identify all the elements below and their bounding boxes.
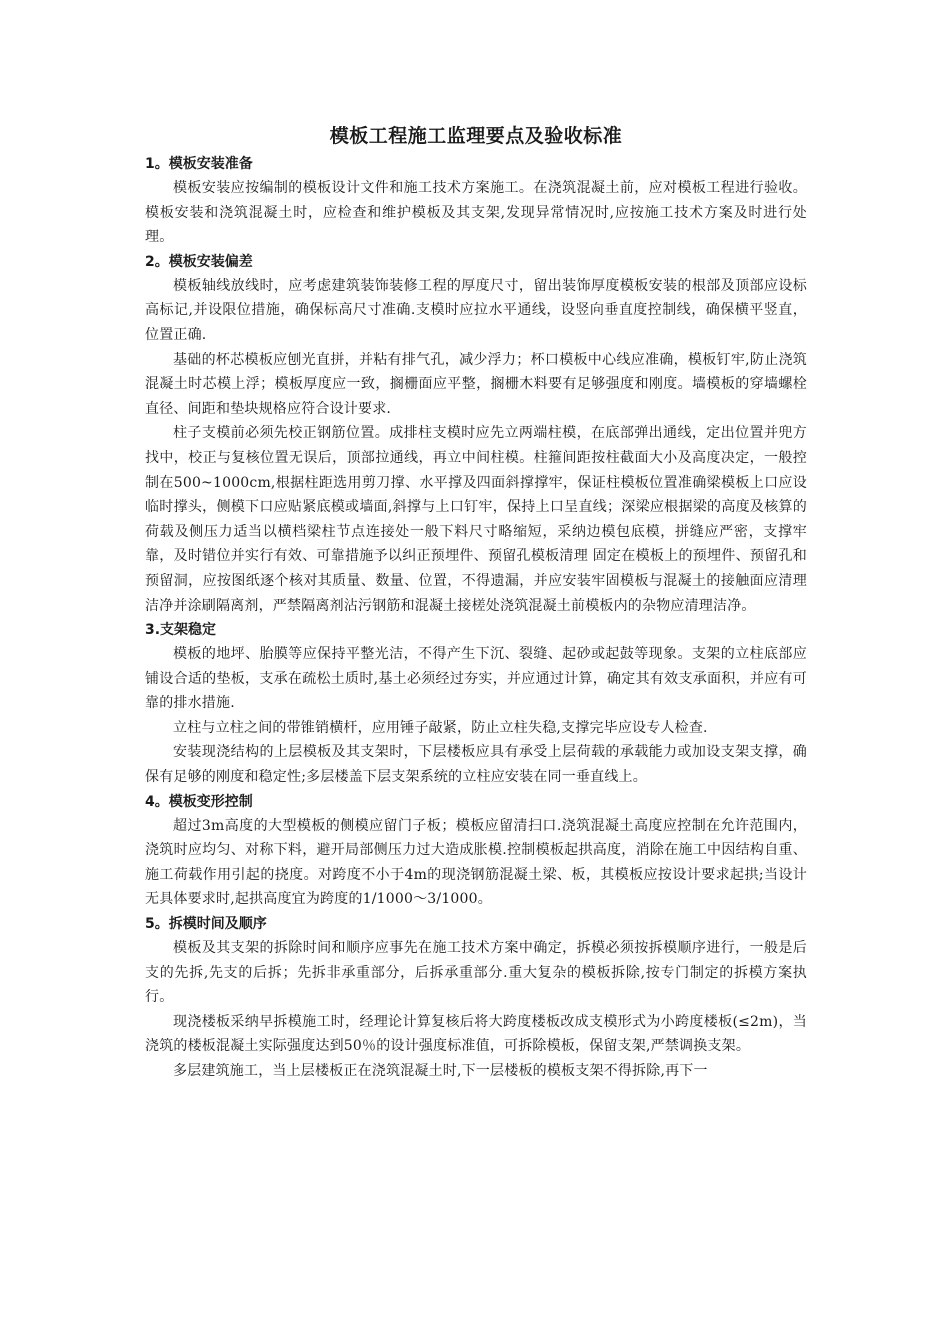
section-1 xyxy=(145,152,807,250)
section-heading: 2。模板安装偏差 xyxy=(145,253,253,270)
paragraph: 超过3m高度的大型模板的侧模应留门子板；模板应留清扫口.浇筑混凝土高度应控制在允许范围内，浇筑时应均匀、对称下料，避开局部侧压力过大造成胀模.控制模板起拱高度，消除在施工中因结构自重、施工荷载作用引起的挠度。对跨度不小于4m的现浇钢筋混凝土梁、板，其模板应按设计要求起拱;当设计无具体要求时,起拱高度宜为跨度的1/1000～3/1000。 xyxy=(145,817,807,908)
section-heading: 4。模板变形控制 xyxy=(145,793,253,810)
paragraph: 安装现浇结构的上层模板及其支架时，下层楼板应具有承受上层荷载的承载能力或加设支架支撑，确保有足够的刚度和稳定性;多层楼盖下层支架系统的立柱应安装在同一垂直线上。 xyxy=(145,744,807,786)
section-3 xyxy=(145,618,807,790)
paragraph: 模板安装应按编制的模板设计文件和施工技术方案施工。在浇筑混凝土前，应对模板工程进行验收。模板安装和浇筑混凝土时，应检查和维护模板及其支架,发现异常情况时,应按施工技术方案及时进行处理。 xyxy=(145,180,807,246)
paragraph: 模板及其支架的拆除时间和顺序应事先在施工技术方案中确定，拆模必须按拆模顺序进行，一般是后支的先拆,先支的后拆；先拆非承重部分，后拆承重部分.重大复杂的模板拆除,按专门制定的拆模方案执行。 xyxy=(145,940,807,1006)
paragraph: 现浇楼板采纳早拆模施工时，经理论计算复核后将大跨度楼板改成支模形式为小跨度楼板(≤2m)，当浇筑的楼板混凝土实际强度达到50％的设计强度标准值，可拆除模板，保留支架,严禁调换支架。 xyxy=(145,1013,807,1055)
section-heading: 5。拆模时间及顺序 xyxy=(145,916,267,933)
section-5 xyxy=(145,912,807,1084)
paragraph: 模板的地坪、胎膜等应保持平整光洁，不得产生下沉、裂缝、起砂或起鼓等现象。支架的立柱底部应铺设合适的垫板，支承在疏松土质时,基土必须经过夯实，并应通过计算，确定其有效支承面积，并应有可靠的排水措施. xyxy=(145,646,807,712)
section-heading: 3.支架稳定 xyxy=(145,622,217,639)
paragraph: 模板轴线放线时，应考虑建筑装饰装修工程的厚度尺寸，留出装饰厚度模板安装的根部及顶部应设标高标记,并设限位措施，确保标高尺寸准确.支模时应拉水平通线，设竖向垂直度控制线，确保横平竖直，位置正确. xyxy=(145,277,807,343)
section-2 xyxy=(145,250,807,618)
document-body xyxy=(145,122,807,1084)
paragraph: 基础的杯芯模板应刨光直拼，并粘有排气孔，减少浮力；杯口模板中心线应准确，模板钉牢,防止浇筑混凝土时芯模上浮；模板厚度应一致，搁栅面应平整，搁栅木料要有足够强度和刚度。墙模板的穿墙螺栓直径、间距和垫块规格应符合设计要求. xyxy=(145,351,807,417)
paragraph: 立柱与立柱之间的带锥销横杆，应用锤子敲紧，防止立柱失稳,支撑完毕应设专人检查. xyxy=(173,719,708,736)
section-4 xyxy=(145,790,807,912)
paragraph: 柱子支模前必须先校正钢筋位置。成排柱支模时应先立两端柱模，在底部弹出通线，定出位置并兜方找中，校正与复核位置无误后，顶部拉通线，再立中间柱模。柱箍间距按柱截面大小及高度决定，一般控制在500~1000cm,根据柱距选用剪刀撑、水平撑及四面斜撑撑牢，保证柱模板位置准确梁模板上口应设临时撑头，侧模下口应贴紧底模或墙面,斜撑与上口钉牢，保持上口呈直线；深梁应根据梁的高度及核算的荷载及侧压力适当以横档梁柱节点连接处一般下料尺寸略缩短，采纳边模包底模，拼缝应严密，支撑牢靠，及时错位并实行有效、可靠措施予以纠正预埋件、预留孔模板清理 固定在模板上的预埋件、预留孔和预留洞，应按图纸逐个核对其质量、数量、位置，不得遗漏，并应安装牢固模板与混凝土的接触面应清理洁净并涂刷隔离剂，严禁隔离剂沾污钢筋和混凝土接槎处浇筑混凝土前模板内的杂物应清理洁净。 xyxy=(145,425,807,614)
section-heading: 1。模板安装准备 xyxy=(145,156,253,172)
paragraph: 多层建筑施工，当上层楼板正在浇筑混凝土时,下一层楼板的模板支架不得拆除,再下一 xyxy=(173,1063,708,1079)
page-title: 模板工程施工监理要点及验收标准 xyxy=(329,125,623,147)
